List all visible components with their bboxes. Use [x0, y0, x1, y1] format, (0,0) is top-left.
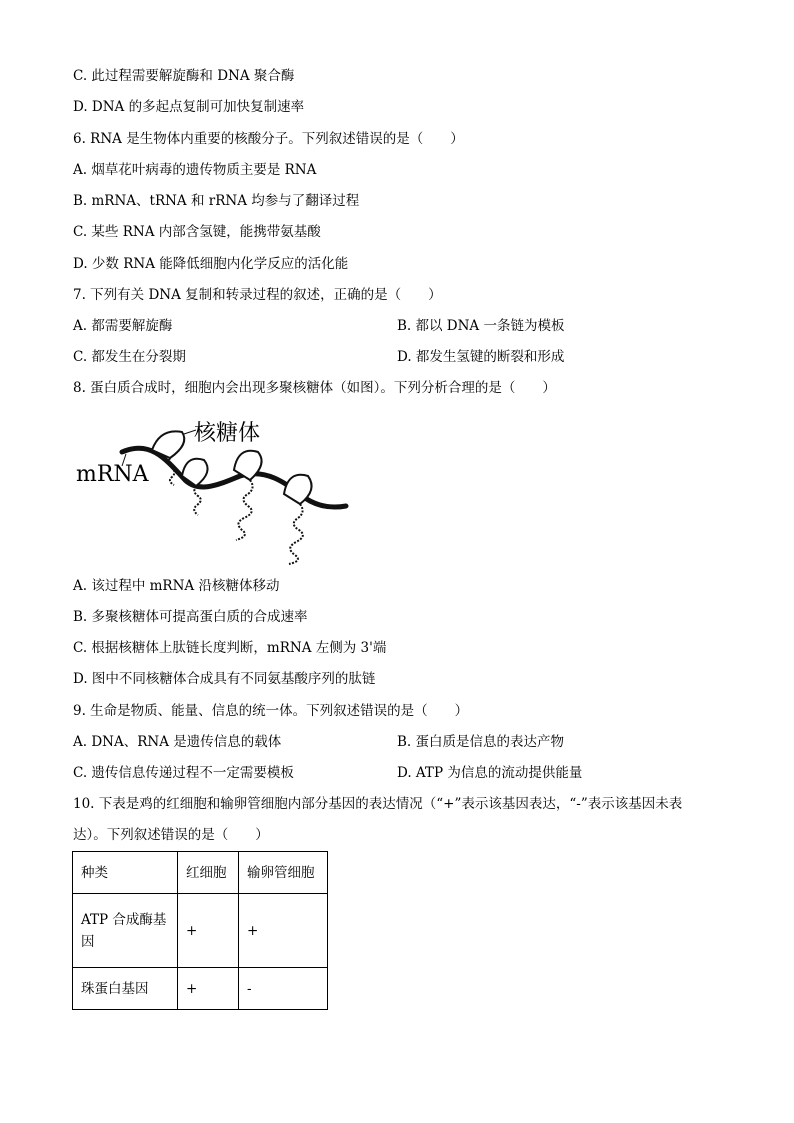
q8-option-d: D. 图中不同核糖体合成具有不同氨基酸序列的肽链: [73, 671, 376, 687]
q8-option-c: C. 根据核糖体上肽链长度判断，mRNA 左侧为 3'端: [73, 640, 387, 656]
mrna-label: mRNA: [76, 462, 149, 487]
polyribosome-figure: [70, 410, 360, 570]
q5-option-c: C. 此过程需要解旋酶和 DNA 聚合酶: [73, 68, 295, 84]
gene-name-line2: 因: [81, 933, 95, 950]
header-oviduct-cell: 输卵管细胞: [239, 852, 328, 894]
header-red-cell: 红细胞: [178, 852, 239, 894]
q7-stem: 7. 下列有关 DNA 复制和转录过程的叙述，正确的是（ ）: [73, 287, 442, 303]
q6-stem: 6. RNA 是生物体内重要的核酸分子。下列叙述错误的是（ ）: [73, 131, 464, 147]
q9-stem: 9. 生命是物质、能量、信息的统一体。下列叙述错误的是（ ）: [73, 703, 469, 719]
ribosome-label: 核糖体: [194, 421, 261, 446]
q6-option-b: B. mRNA、tRNA 和 rRNA 均参与了翻译过程: [73, 193, 360, 209]
table-row: [73, 968, 328, 1010]
polyribosome-diagram: [70, 410, 360, 570]
q9-option-c: C. 遗传信息传递过程不一定需要模板: [73, 765, 294, 781]
q7-option-d: D. 都发生氢键的断裂和形成: [397, 349, 565, 365]
q7-option-b: B. 都以 DNA 一条链为模板: [397, 318, 565, 334]
cell-red-expression: +: [178, 894, 239, 968]
cell-oviduct-expression: +: [239, 894, 328, 968]
q9-option-b: B. 蛋白质是信息的表达产物: [397, 734, 565, 750]
q8-stem: 8. 蛋白质合成时，细胞内会出现多聚核糖体（如图）。下列分析合理的是（ ）: [73, 380, 556, 396]
q9-option-d: D. ATP 为信息的流动提供能量: [397, 765, 583, 781]
mrna-strand: [122, 448, 346, 507]
q8-option-b: B. 多聚核糖体可提高蛋白质的合成速率: [73, 609, 308, 625]
cell-red-expression: +: [178, 968, 239, 1010]
q9-option-a: A. DNA、RNA 是遗传信息的载体: [73, 734, 282, 750]
header-type: 种类: [73, 852, 178, 894]
gene-name-line1: ATP 合成酶基: [81, 911, 167, 928]
q8-option-a: A. 该过程中 mRNA 沿核糖体移动: [73, 578, 280, 594]
q7-option-a: A. 都需要解旋酶: [73, 318, 173, 334]
q5-option-d: D. DNA 的多起点复制可加快复制速率: [73, 99, 305, 115]
gene-globin: 珠蛋白基因: [73, 968, 178, 1010]
q6-option-d: D. 少数 RNA 能降低细胞内化学反应的活化能: [73, 256, 349, 272]
q6-option-c: C. 某些 RNA 内部含氢键，能携带氨基酸: [73, 224, 321, 240]
q7-option-c: C. 都发生在分裂期: [73, 349, 186, 365]
gene-atp-synthase: [73, 894, 178, 968]
q10-stem-line1: 10. 下表是鸡的红细胞和输卵管细胞内部分基因的表达情况（“+”表示该基因表达，“-”表示该基因未表: [73, 796, 683, 812]
q10-stem-line2: 达）。下列叙述错误的是（ ）: [73, 827, 269, 843]
table-header-row: [73, 852, 328, 894]
table-row: [73, 894, 328, 968]
ribosome-3: [234, 451, 262, 540]
gene-expression-table: [72, 851, 328, 1010]
cell-oviduct-expression: -: [239, 968, 328, 1010]
ribosome-4: [284, 475, 312, 564]
q6-option-a: A. 烟草花叶病毒的遗传物质主要是 RNA: [73, 162, 317, 178]
